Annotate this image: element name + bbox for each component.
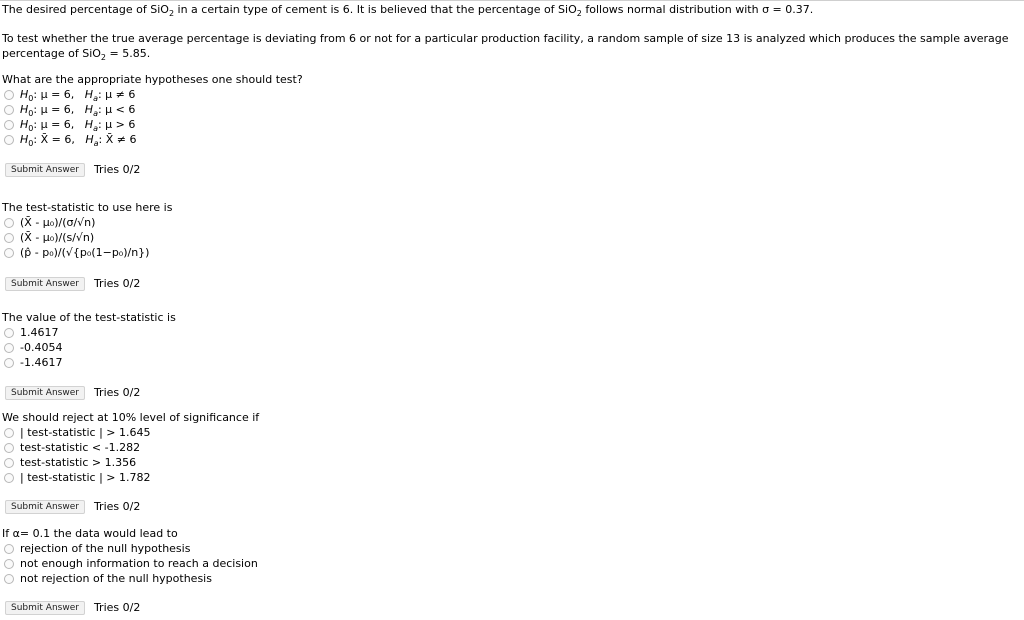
question-test-statistic	[2, 200, 1012, 291]
intro-paragraph-2: To test whether the true average percentage is deviating from 6 or not for a particular production facility, a random sample of size 13 is analyzed which produces the sample average percentage of SiO$_2$ = 5.85.	[2, 32, 1009, 63]
option-label: not rejection of the null hypothesis	[20, 572, 212, 585]
submit-answer-button[interactable]: Submit Answer	[5, 386, 85, 400]
option-label: 1.4617	[20, 326, 59, 339]
submit-row	[2, 162, 1012, 177]
radio-button[interactable]	[4, 574, 14, 584]
option-label: test-statistic > 1.356	[20, 456, 137, 469]
option-row[interactable]	[2, 455, 1012, 470]
submit-row	[2, 276, 1012, 291]
question-prompt: The test-statistic to use here is	[2, 201, 173, 214]
option-row[interactable]	[2, 425, 1012, 440]
option-row[interactable]	[2, 215, 1012, 230]
submit-answer-button[interactable]: Submit Answer	[5, 500, 85, 514]
tries-counter: Tries 0/2	[93, 500, 141, 513]
option-label: (X̄ - μ₀)/(s/√n)	[20, 231, 95, 244]
top-border	[0, 0, 1024, 1]
option-label: $H_0$: μ = 6, $H_a$: μ > 6	[20, 118, 136, 134]
radio-button[interactable]	[4, 559, 14, 569]
option-label: (X̄ - μ₀)/(σ/√n)	[20, 216, 96, 229]
option-label: | test-statistic | > 1.782	[20, 471, 151, 484]
tries-counter: Tries 0/2	[93, 601, 141, 614]
radio-button[interactable]	[4, 120, 14, 130]
radio-button[interactable]	[4, 473, 14, 483]
option-row[interactable]	[2, 556, 1012, 571]
option-label: -0.4054	[20, 341, 63, 354]
option-row[interactable]	[2, 541, 1012, 556]
submit-row	[2, 385, 1012, 400]
question-rejection-region	[2, 410, 1012, 514]
question-hypotheses	[2, 72, 1012, 177]
radio-button[interactable]	[4, 428, 14, 438]
option-row[interactable]	[2, 117, 1012, 132]
submit-row	[2, 600, 1012, 615]
radio-button[interactable]	[4, 343, 14, 353]
radio-button[interactable]	[4, 443, 14, 453]
radio-button[interactable]	[4, 233, 14, 243]
radio-button[interactable]	[4, 105, 14, 115]
question-prompt: What are the appropriate hypotheses one should test?	[2, 73, 303, 86]
question-prompt: If α= 0.1 the data would lead to	[2, 527, 178, 540]
submit-answer-button[interactable]: Submit Answer	[5, 277, 85, 291]
radio-button[interactable]	[4, 218, 14, 228]
option-label: $H_0$: μ = 6, $H_a$: μ ≠ 6	[20, 88, 136, 104]
submit-answer-button[interactable]: Submit Answer	[5, 601, 85, 615]
option-label: test-statistic < -1.282	[20, 441, 141, 454]
question-decision	[2, 526, 1012, 615]
option-row[interactable]	[2, 340, 1012, 355]
option-label: $H_0$: X̄ = 6, $H_a$: X̄ ≠ 6	[20, 133, 137, 149]
option-label: -1.4617	[20, 356, 63, 369]
radio-button[interactable]	[4, 458, 14, 468]
question-prompt: The value of the test-statistic is	[2, 311, 176, 324]
option-row[interactable]	[2, 132, 1012, 147]
option-row[interactable]	[2, 571, 1012, 586]
option-row[interactable]	[2, 102, 1012, 117]
tries-counter: Tries 0/2	[93, 386, 141, 399]
radio-button[interactable]	[4, 135, 14, 145]
option-row[interactable]	[2, 470, 1012, 485]
radio-button[interactable]	[4, 90, 14, 100]
tries-counter: Tries 0/2	[93, 163, 141, 176]
option-row[interactable]	[2, 325, 1012, 340]
radio-button[interactable]	[4, 248, 14, 258]
option-label: (p̂ - p₀)/(√{p₀(1−p₀)/n})	[20, 246, 150, 259]
option-row[interactable]	[2, 245, 1012, 260]
tries-counter: Tries 0/2	[93, 277, 141, 290]
question-prompt: We should reject at 10% level of significance if	[2, 411, 260, 424]
question-test-statistic-value	[2, 310, 1012, 400]
option-row[interactable]	[2, 355, 1012, 370]
option-label: $H_0$: μ = 6, $H_a$: μ < 6	[20, 103, 136, 119]
option-row[interactable]	[2, 87, 1012, 102]
option-row[interactable]	[2, 230, 1012, 245]
radio-button[interactable]	[4, 358, 14, 368]
option-label: rejection of the null hypothesis	[20, 542, 191, 555]
submit-answer-button[interactable]: Submit Answer	[5, 163, 85, 177]
intro-paragraph-1: The desired percentage of SiO$_2$ in a certain type of cement is 6. It is believed that the percentage of SiO$_2$ follows normal distribution with σ = 0.37.	[2, 3, 814, 19]
radio-button[interactable]	[4, 544, 14, 554]
submit-row	[2, 499, 1012, 514]
option-label: | test-statistic | > 1.645	[20, 426, 151, 439]
option-label: not enough information to reach a decision	[20, 557, 258, 570]
radio-button[interactable]	[4, 328, 14, 338]
option-row[interactable]	[2, 440, 1012, 455]
